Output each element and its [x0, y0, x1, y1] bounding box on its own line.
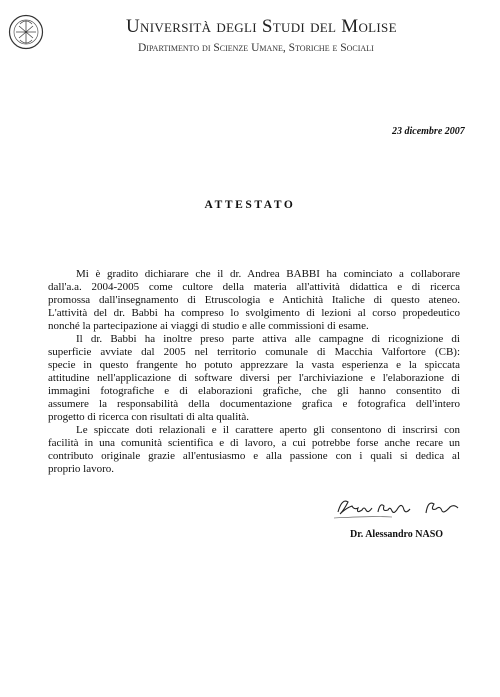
paragraph: [48, 268, 460, 333]
text-line: nonché la partecipazione ai viaggi di studio e alle commissioni di esame.: [48, 320, 369, 332]
letter-body: [48, 268, 460, 476]
text-line: Mi è gradito dichiarare che il dr. Andrea BABBI ha cominciato a collaborare: [76, 268, 460, 280]
paragraph: [48, 333, 460, 424]
text-line: immagini fotografiche e di elaborazioni grafiche, che gli hanno consentito di: [48, 385, 460, 397]
document-title: ATTESTATO: [204, 199, 296, 211]
text-line: L'attività del dr. Babbi ha compreso lo svolgimento di lezioni al corso propedeutico: [48, 307, 460, 319]
text-line: proprio lavoro.: [48, 463, 114, 475]
university-seal-logo: [8, 12, 44, 52]
paragraph: [48, 424, 460, 476]
handwritten-signature: [332, 492, 464, 522]
text-line: progetto di ricerca con risultati di alta qualità.: [48, 411, 249, 423]
department-name: Dipartimento di Scienze Umane, Storiche e Sociali: [138, 42, 374, 54]
letter-date: 23 dicembre 2007: [392, 126, 465, 137]
text-line: assumere la responsabilità della documentazione grafica e fotografica dell'intero: [48, 398, 460, 410]
text-line: attitudine nell'applicazione di software diversi per l'archiviazione e l'elaborazione di: [48, 372, 460, 384]
text-line: specie in questo frangente ho potuto apprezzare la vasta esperienza e la spiccata: [48, 359, 460, 371]
text-line: facilità in una comunità scientifica e di lavoro, a cui potrebbe forse anche recare un: [48, 437, 460, 449]
text-line: Le spiccate doti relazionali e il carattere aperto gli consentono di inscrirsi con: [76, 424, 460, 436]
text-line: superficie avviate dal 2005 nel territorio comunale di Macchia Valfortore (CB):: [48, 346, 460, 358]
text-line: contributo originale grazie all'entusiasmo e alla passione con i quali si dedica al: [48, 450, 460, 462]
university-name: Università degli Studi del Molise: [126, 16, 397, 37]
signatory-name: Dr. Alessandro NASO: [350, 529, 444, 540]
text-line: dall'a.a. 2004-2005 come cultore della materia all'attività didattica e di ricerca: [48, 281, 460, 293]
text-line: Il dr. Babbi ha inoltre preso parte attiva alle campagne di ricognizione di: [76, 333, 460, 345]
text-line: promossa dall'insegnamento di Etruscologia e Antichità Italiche di questo ateneo.: [48, 294, 460, 306]
